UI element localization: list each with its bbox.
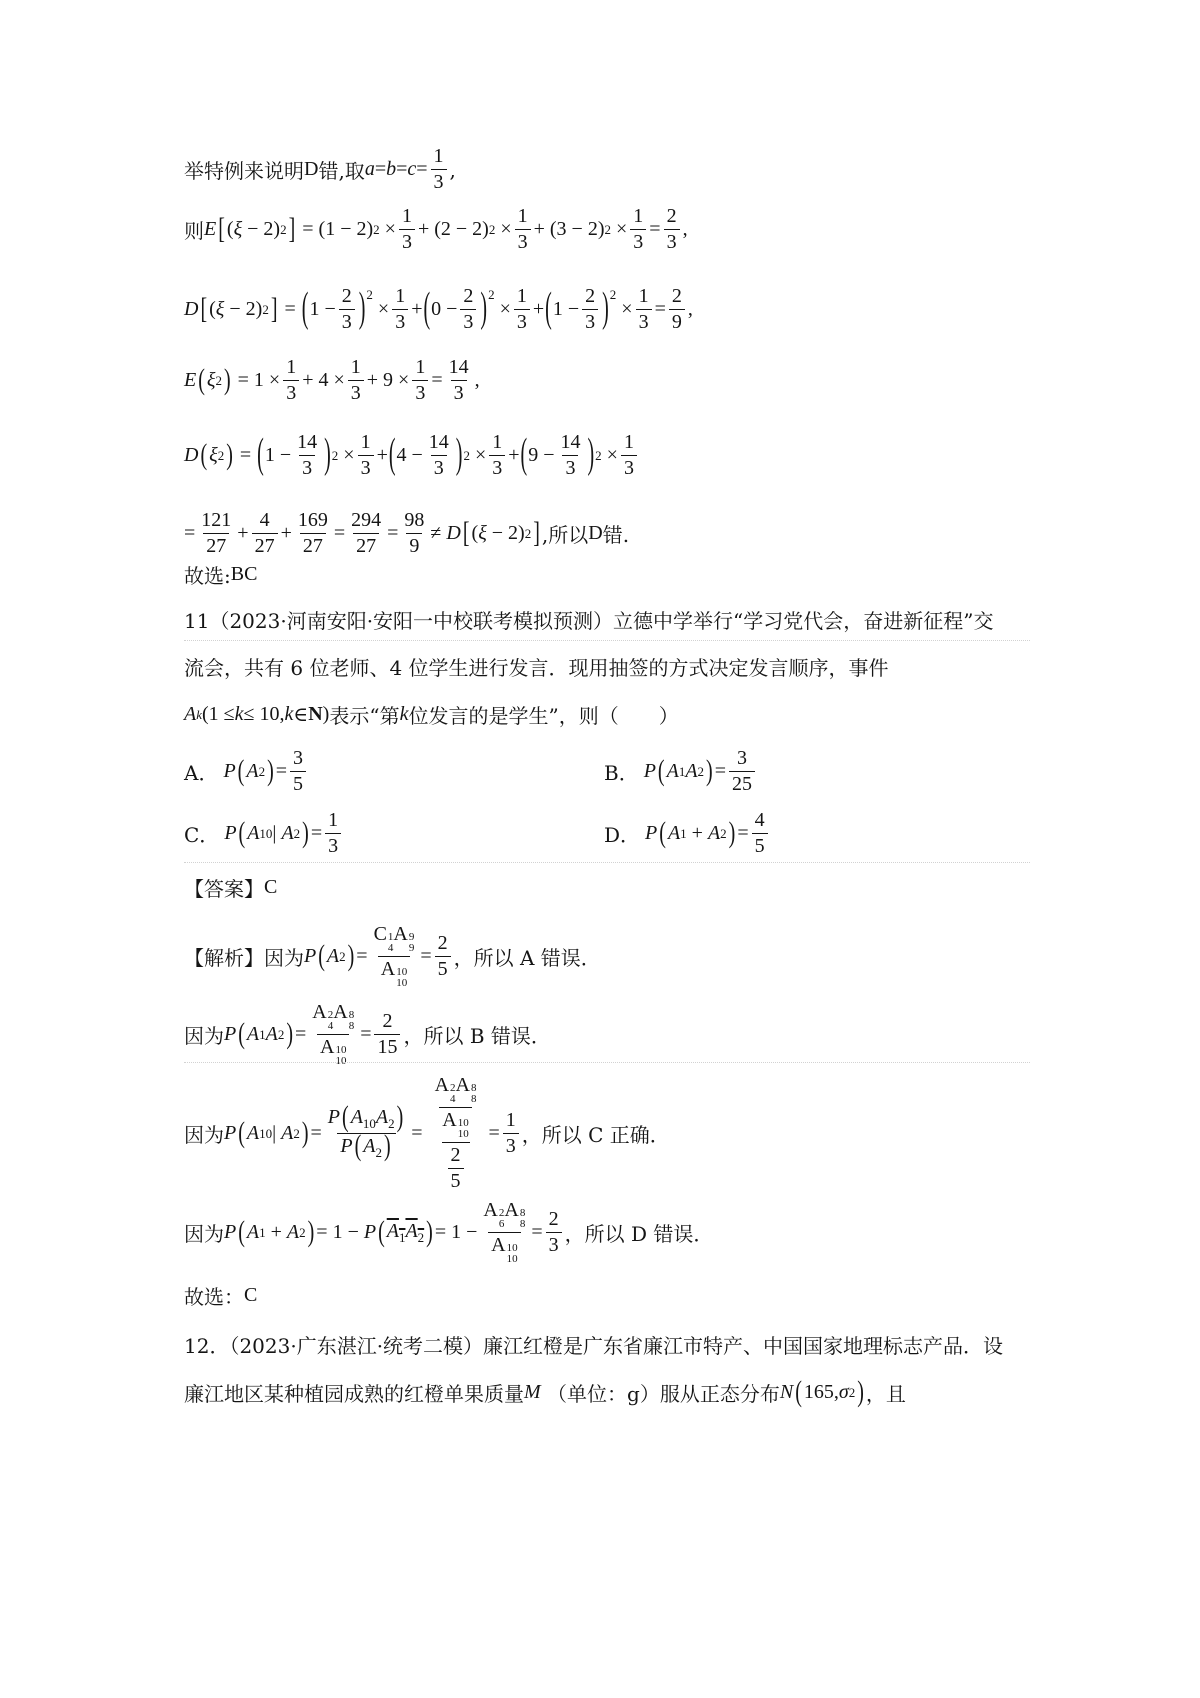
xi: ξ [233, 218, 243, 240]
text: (3 − 2) [549, 218, 605, 240]
text: 故选: [184, 564, 231, 588]
eq: = [302, 218, 314, 240]
text: (1 − 2) [318, 218, 374, 240]
text: , [449, 157, 456, 182]
option-d[interactable]: D． P ( A 1 + A 2 ) = $\frac{4}{5}$ [604, 810, 771, 857]
solution-line-4: 因为 P ( A 1 + A 2 ) = 1 − P ( $A_1A_2$ ) = 1 − A 2 6 A 8 8 A 10 10 = $\frac{2}{3}$ ，所以 D 错误． [184, 1199, 714, 1265]
answer: BC [230, 563, 258, 585]
text: ，所以 A 错误． [453, 946, 601, 970]
p10-line-6: = $\frac{121}{27}$ + $\frac{4}{27}$ + $\frac{169}{27}$ = $\frac{294}{27}$ = $\frac{98}{9}$ ≠ D [ ( ξ − 2 ) 2 ] ,所以 D 错. [184, 509, 630, 557]
q11-final: 故选： C [184, 1284, 258, 1309]
symbol-E: E [204, 218, 217, 240]
text: 0 − [431, 298, 458, 320]
var-c: c [407, 158, 417, 180]
text: − 2 [247, 218, 274, 240]
text: 则 [184, 219, 204, 243]
q11-stem-line-1 [184, 605, 994, 634]
solution-line-2: 因为 P ( A 1 A 2 ) = A 2 4 A 8 8 A 10 10 = $\frac{2}{15}$ ，所以 B 错误． [184, 1001, 551, 1067]
sup: 2 [280, 221, 287, 237]
answer-label: 【答案】 [184, 877, 264, 901]
text: D [304, 158, 319, 180]
divider [184, 640, 1030, 641]
text: 举特例来说明 [184, 159, 304, 183]
fraction: $\frac{1}{3}$ [431, 146, 447, 193]
q12-stem-line-2: 廉江地区某种植园成熟的红橙单果质量 M （单位：g）服从正态分布 N ( 165, σ 2 ) ，且 [184, 1375, 906, 1409]
p10-conclusion [184, 560, 257, 589]
p10-line-3: D [ ( ξ − 2 ) 2 ] = ( 1 − $\frac{2}{3}$ ) 2 × $\frac{1}{3}$ + ( 0 − $\frac{2}{3}$ ) 2 × $\frac{1}{3}$ + ( 1 − $\frac{2}{3}$ ) 2 × $\frac{1}{3}$ = $\frac{2}{9}$ , [184, 285, 693, 333]
text: 12．（2023·广东湛江·统考二模）廉江红橙是广东省廉江市特产、中国国家地理标志产品．设 [184, 1334, 1004, 1358]
q11-stem-line-3: A k (1 ≤ k ≤ 10, k ∈ N ) 表示“第 k 位发言的是学生”，则（ ） [184, 703, 679, 728]
option-c[interactable]: C． P ( A 10 | A 2 ) = $\frac{1}{3}$ [184, 810, 344, 857]
q12-stem-line-1 [184, 1330, 1003, 1359]
text: 11（2023·河南安阳·安阳一中校联考模拟预测）立德中学举行“学习党代会，奋进新征程”交 [184, 609, 994, 633]
p10-line-2: 则 E [ ( ξ − 2 ) 2 ] = (1 − 2) 2 × $\frac{1}{3}$ + (2 − 2) 2 × $\frac{1}{3}$ + (3 − 2) 2 × $\frac{1}{3}$ = $\frac{2}{3}$ , [184, 205, 688, 253]
symbol-D: D [184, 298, 199, 320]
symbol-E: E [184, 369, 197, 391]
option-a[interactable]: A． P ( A 2 ) = $\frac{3}{5}$ [184, 748, 309, 795]
option-label: B． [604, 761, 639, 785]
var-a: a [364, 158, 375, 180]
eq: = [416, 158, 428, 180]
p10-line-5: D ( ξ 2 ) = ( 1 − $\frac{14}{3}$ ) 2 × $\frac{1}{3}$ + ( 4 − $\frac{14}{3}$ ) 2 × $\frac{1}{3}$ + ( 9 − $\frac{14}{3}$ ) 2 × $\frac{1}{3}$ [184, 432, 640, 479]
p10-line-4: E ( ξ 2 ) = 1 × $\frac{1}{3}$ + 4 × $\frac{1}{3}$ + 9 × $\frac{1}{3}$ = $\frac{14}{3}$ , [184, 356, 480, 404]
answer-line [184, 873, 277, 902]
symbol-D: D [184, 444, 199, 466]
text: 【解析】因为 [184, 946, 304, 970]
divider [184, 862, 1030, 863]
option-label: C． [184, 823, 220, 847]
solution-line-1: 【解析】因为 P ( A 2 ) = C 1 4 A 9 9 A 10 10 = $\frac{2}{5}$ ，所以 A 错误． [184, 923, 601, 989]
divider [184, 1062, 1030, 1063]
solution-line-3: 因为 P ( A 10 | A 2 ) = $\frac{P ( A_{10}A_2 )}{P ( A_2 )}$ = A 2 4 A 8 8 A 10 10 $\frac{2}{5}$ = $\frac{1}{3}$ ，所以 C 正确． [184, 1074, 670, 1192]
text: 错,取 [318, 159, 365, 183]
option-b[interactable]: B． P ( A 1 A 2 ) = $\frac{3}{25}$ [604, 748, 758, 795]
q11-stem-line-2 [184, 652, 889, 681]
text: 流会，共有 6 位老师、4 位学生进行发言．现用抽签的方式决定发言顺序，事件 [184, 656, 889, 680]
var-b: b [386, 158, 397, 180]
p10-line-1 [184, 146, 456, 193]
option-label: A． [184, 761, 219, 785]
answer-value: C [264, 876, 278, 898]
text: 1 − [309, 298, 336, 320]
option-label: D． [604, 823, 641, 847]
text: (2 − 2) [434, 218, 489, 240]
eq: = [374, 158, 387, 180]
eq: = [396, 158, 408, 180]
